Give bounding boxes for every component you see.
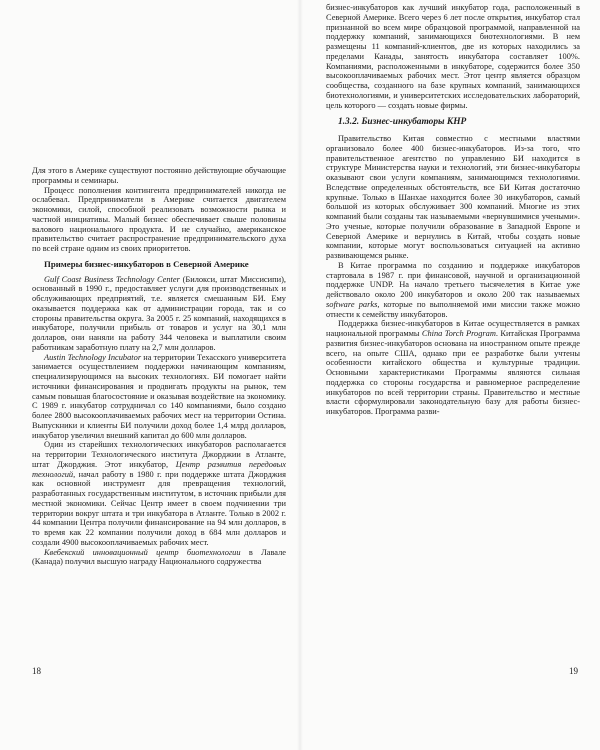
right-page — [300, 0, 600, 750]
gulf-coast-text: (Билокси, штат Миссисипи), основанный в 1990 г., предоставляет услуги для производственных и обслуживающих предприятий, т.е. является смешанным БИ. Ему оказывается поддержка как от администрации города, так и со стороны правительства округа. За 2005 г. 25 компаний, находящихся в инкубаторе, получили прибыль от товаров и услуг на 30,1 млн долларов, они наняли на работу 344 человека и выплатили своим работникам заработную плату на 2,7 млн долларов. — [32, 274, 286, 352]
paragraph-quebec — [32, 548, 286, 568]
quebec-center-name: Квебекский инновационный центр биотехнологии — [44, 547, 241, 557]
section-heading: 1.3.2. Бизнес-инкубаторы КНР — [338, 117, 467, 128]
section-heading: Примеры бизнес-инкубаторов в Северной Америке — [44, 258, 249, 269]
austin-name: Austin Technology Incubator — [44, 352, 142, 362]
paragraph-software-parks — [326, 261, 580, 320]
torch-text-before: Поддержка бизнес-инкубаторов в Китае осуществляется в рамках национальной программы — [326, 319, 580, 338]
georgia-text-after: , начал работу в 1980 г. при поддержке штата Джорджия как основной инструмент для превращения технологий, разработанных государственным институтом, в источник прибыли для местной экономики. Сейчас Центр имеет в своем подчинении три территории вокруг штата и три инкубатора в Атланте. Только в 2002 г. 44 компании Центра получили финансирование на 94 млн долларов, в то время как 22 компании получили доход в 684 млн долларов и создали 4900 высокооплачиваемых рабочих мест. — [32, 469, 286, 547]
gulf-coast-name: Gulf Coast Business Technology Center — [44, 274, 180, 284]
paragraph: Правительство Китая совместно с местными властями организовало более 400 бизнес-инкубаторов. Из-за того, что правительственное агентство по управлению БИ находится в структуре Министерства науки и технологий, эти бизнес-инкубаторы оказывают свои услуги компаниям, занимающимся технологиями. Вследствие определенных обстоятельств, все БИ Китая достаточно крупные. Только в Шанхае находится более 30 инкубаторов, самый большой из которых обслуживает 300 компаний. Многие из этих компаний были созданы так называемыми «вернувшимися учеными». Это ученые, которые получили образование в Западной Европе и Северной Америке и вернулись в Китай, чтобы создать новые компании, которые могут воспользоваться ситуацией на активно развивающемся рынке. — [326, 134, 580, 260]
paragraph-continuation: бизнес-инкубаторов как лучший инкубатор года, расположенный в Северной Америке. Всего через 6 лет после открытия, инкубатор стал признанной во всем мире образцовой программой, направленной на поддержку компаний, занимающихся биотехнологиями. В нем размещены 11 компаний-клиентов, две из которых находились за пределами Канады, занятость инкубатора составляет 100%. Компаниями, расположенными в инкубаторе, содержится более 350 высокооплачиваемых рабочих мест. Этот центр является образцом сообщества, созданного на базе крупных компаний, занимающихся биотехнологиями, и университетских исследовательских лабораторий, цель которого — создать новые фирмы. — [326, 3, 580, 110]
china-torch-program-term: China Torch Program — [421, 329, 496, 338]
torch-text-after: . Китайская Программа развития бизнес-инкубаторов основана на иностранном опыте прежде всего, на опыте США, однако при ее разработке были учтены особенности китайского общества и культурные традиции. Основными характеристиками Программы являются сильная поддержка со стороны государства и равномерное распределение инкубаторов по всей территории страны. Правительство и местные власти сформулировали законодательную базу для работы бизнес-инкубаторов. Программа разви- — [326, 329, 580, 416]
soft-text-before: В Китае программа по созданию и поддержке инкубаторов стартовала в 1987 г. при финансовой, научной и организационной поддержке UNDP. На начало третьего тысячелетия в Китае уже действовало около 200 инкубаторов и около 200 так называемых — [326, 260, 580, 299]
paragraph-torch-program — [326, 319, 580, 417]
left-text-column — [32, 166, 286, 567]
paragraph: Для этого в Америке существуют постоянно действующие обучающие программы и семинары. — [32, 166, 286, 185]
quebec-text: в Лавале (Канада) получил высшую награду Национального содружества — [32, 547, 286, 567]
soft-text-after: , которые по выполняемой ими миссии также можно отнести к семейству инкубаторов. — [326, 299, 580, 319]
right-text-column — [326, 3, 580, 417]
paragraph-austin — [32, 353, 286, 441]
software-parks-term: software parks — [326, 299, 378, 309]
paragraph-gulf-coast — [32, 275, 286, 353]
georgia-text-before: Один из старейших технологических инкубаторов располагается на территории Технологического института Джорджии в Атланте, штат Джорджия. Этот инкубатор, — [32, 440, 286, 469]
page-number: 18 — [32, 666, 41, 676]
georgia-center-name: Центр развития передовых технологий — [32, 459, 286, 479]
paragraph-georgia — [32, 440, 286, 547]
paragraph: Процесс пополнения контингента предпринимателей никогда не ослабевал. Предприниматели в Америке считается двигателем экономики, силой, способной реализовать возможности рынка и частной инициативы. Малый бизнес обеспечивает свыше половины валового национального продукта. И не случайно, американское правительство считает распространение предпринимательского духа по всей стране одним из своих приоритетов. — [32, 185, 286, 253]
page-number: 19 — [569, 666, 578, 676]
austin-text: на территории Техасского университета занимается осуществлением поддержки начинающим компаниям, специализирующимся на высоких технологиях. БИ помогает найти источники финансирования и продвигать продукты на рынок, тем самым повышая благосостояние и оказывая воздействие на экономику. С 1989 г. инкубатор сотрудничал со 140 компаниями, было создано более 2800 высокооплачиваемых рабочих мест на территории Остина. Выпускники и клиенты БИ получили доход более 1,4 млрд долларов, инкубатор увеличил внешний капитал до 600 млн долларов. — [32, 352, 286, 440]
